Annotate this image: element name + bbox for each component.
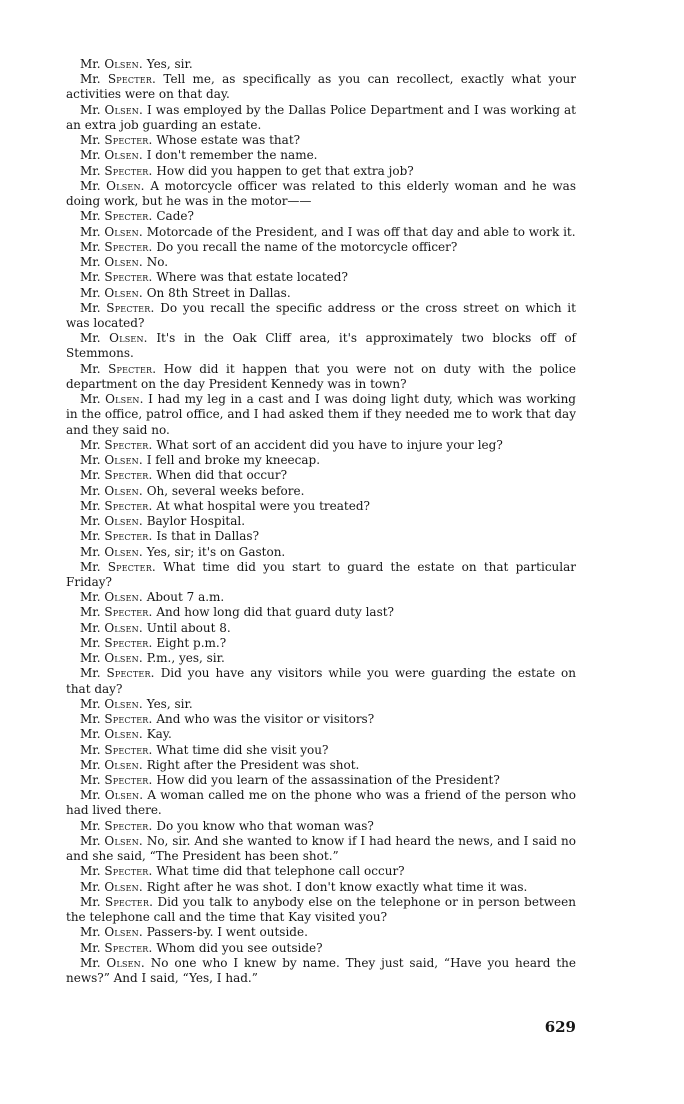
speaker-title: Mr. — [80, 788, 101, 803]
testimony-paragraph — [66, 621, 576, 636]
testimony-text: And who was the visitor or visitors? — [156, 712, 375, 727]
speaker-name: Olsen. — [104, 833, 143, 848]
speaker-name: Olsen. — [106, 955, 145, 970]
speaker-name: Olsen. — [104, 696, 143, 711]
speaker-name: Olsen. — [104, 925, 143, 940]
testimony-paragraph — [66, 788, 576, 818]
speaker-title: Mr. — [80, 209, 101, 224]
speaker-title: Mr. — [80, 833, 101, 848]
testimony-paragraph — [66, 57, 576, 72]
speaker-name: Olsen. — [104, 255, 143, 270]
testimony-text: When did that occur? — [156, 468, 288, 483]
testimony-text: No, sir. And she wanted to know if I had heard the news, and I said no and she said, “The President has been shot.” — [66, 833, 576, 864]
testimony-text: What sort of an accident did you have to injure your leg? — [156, 437, 503, 452]
speaker-title: Mr. — [80, 940, 101, 955]
testimony-paragraph — [66, 331, 576, 361]
speaker-name: Specter. — [104, 163, 153, 178]
testimony-text: Did you have any visitors while you were guarding the estate on that day? — [66, 666, 576, 696]
speaker-title: Mr. — [80, 148, 101, 163]
testimony-text: Right after the President was shot. — [146, 757, 360, 772]
testimony-paragraph — [66, 925, 576, 940]
speaker-title: Mr. — [80, 559, 101, 574]
speaker-name: Specter. — [104, 773, 153, 788]
testimony-text: Do you know who that woman was? — [156, 818, 374, 833]
testimony-text: Whose estate was that? — [156, 133, 301, 148]
speaker-title: Mr. — [80, 498, 101, 513]
testimony-paragraph — [66, 529, 576, 544]
speaker-name: Specter. — [104, 894, 154, 909]
testimony-paragraph — [66, 712, 576, 727]
speaker-title: Mr. — [80, 635, 101, 650]
testimony-text: Yes, sir. — [146, 696, 193, 711]
testimony-paragraph — [66, 133, 576, 148]
speaker-name: Olsen. — [104, 544, 143, 559]
testimony-paragraph — [66, 545, 576, 560]
speaker-name: Olsen. — [104, 514, 143, 529]
speaker-title: Mr. — [80, 437, 101, 452]
speaker-name: Specter. — [104, 270, 153, 285]
testimony-paragraph — [66, 697, 576, 712]
testimony-paragraph — [66, 301, 576, 331]
speaker-name: Specter. — [104, 940, 153, 955]
testimony-text: Baylor Hospital. — [146, 514, 246, 529]
testimony-paragraph — [66, 148, 576, 163]
speaker-name: Specter. — [104, 468, 153, 483]
speaker-title: Mr. — [80, 102, 101, 117]
speaker-name: Specter. — [104, 605, 153, 620]
testimony-paragraph — [66, 636, 576, 651]
speaker-name: Olsen. — [106, 178, 145, 193]
speaker-title: Mr. — [80, 757, 101, 772]
testimony-text: About 7 a.m. — [146, 590, 225, 605]
testimony-text: It's in the Oak Cliff area, it's approximately two blocks off of Stemmons. — [66, 331, 576, 361]
speaker-name: Specter. — [104, 133, 153, 148]
speaker-title: Mr. — [80, 392, 101, 407]
testimony-paragraph — [66, 209, 576, 224]
speaker-name: Olsen. — [104, 453, 143, 468]
testimony-text: No. — [146, 255, 169, 270]
testimony-paragraph — [66, 651, 576, 666]
testimony-text: Kay. — [146, 727, 172, 742]
speaker-title: Mr. — [80, 453, 101, 468]
speaker-name: Specter. — [104, 712, 153, 727]
testimony-paragraph — [66, 240, 576, 255]
speaker-title: Mr. — [80, 742, 101, 757]
testimony-paragraph — [66, 255, 576, 270]
testimony-paragraph — [66, 727, 576, 742]
page-number: 629 — [544, 1018, 576, 1036]
testimony-text: Right after he was shot. I don't know exactly what time it was. — [146, 879, 528, 894]
speaker-title: Mr. — [80, 894, 101, 909]
speaker-name: Specter. — [104, 818, 153, 833]
testimony-paragraph — [66, 484, 576, 499]
speaker-name: Specter. — [107, 72, 157, 87]
speaker-title: Mr. — [80, 712, 101, 727]
testimony-paragraph — [66, 819, 576, 834]
speaker-name: Specter. — [104, 437, 153, 452]
testimony-paragraph — [66, 834, 576, 864]
testimony-paragraph — [66, 773, 576, 788]
testimony-text: A woman called me on the phone who was a friend of the person who had lived there. — [66, 788, 576, 818]
testimony-text: Do you recall the name of the motorcycle officer? — [156, 239, 458, 254]
speaker-title: Mr. — [80, 361, 101, 376]
speaker-name: Olsen. — [104, 879, 143, 894]
testimony-text: How did it happen that you were not on duty with the police department on the day President Kennedy was in town? — [66, 361, 576, 391]
speaker-name: Specter. — [107, 559, 156, 574]
testimony-text: How did you happen to get that extra job? — [156, 163, 414, 178]
testimony-paragraph — [66, 514, 576, 529]
speaker-title: Mr. — [80, 178, 101, 193]
speaker-name: Olsen. — [104, 788, 144, 803]
speaker-title: Mr. — [80, 483, 101, 498]
speaker-title: Mr. — [80, 529, 101, 544]
testimony-paragraph — [66, 286, 576, 301]
speaker-title: Mr. — [80, 57, 101, 71]
speaker-title: Mr. — [80, 727, 101, 742]
testimony-text: What time did she visit you? — [156, 742, 329, 757]
testimony-paragraph — [66, 590, 576, 605]
speaker-name: Olsen. — [104, 224, 143, 239]
speaker-name: Olsen. — [104, 148, 143, 163]
speaker-name: Olsen. — [104, 483, 143, 498]
testimony-text: How did you learn of the assassination of the President? — [156, 773, 500, 788]
testimony-paragraph — [66, 605, 576, 620]
speaker-name: Olsen. — [104, 757, 143, 772]
testimony-text: A motorcycle officer was related to this elderly woman and he was doing work, but he was in the motor—— — [66, 178, 576, 209]
testimony-text: What time did you start to guard the estate on that particular Friday? — [66, 559, 576, 589]
speaker-title: Mr. — [80, 879, 101, 894]
testimony-paragraph — [66, 179, 576, 209]
testimony-paragraph — [66, 103, 576, 133]
speaker-title: Mr. — [80, 270, 101, 285]
testimony-paragraph — [66, 225, 576, 240]
testimony-text: Where was that estate located? — [156, 270, 348, 285]
testimony-text: At what hospital were you treated? — [156, 498, 370, 513]
speaker-name: Olsen. — [104, 285, 143, 300]
speaker-title: Mr. — [80, 605, 101, 620]
speaker-name: Specter. — [104, 529, 153, 544]
testimony-text: Do you recall the specific address or the cross street on which it was located? — [66, 300, 576, 330]
testimony-paragraph — [66, 362, 576, 392]
speaker-title: Mr. — [80, 514, 101, 529]
testimony-text: Motorcade of the President, and I was off that day and able to work it. — [146, 224, 576, 239]
speaker-title: Mr. — [80, 163, 101, 178]
testimony-paragraph — [66, 468, 576, 483]
speaker-title: Mr. — [80, 696, 101, 711]
testimony-text: Yes, sir; it's on Gaston. — [146, 544, 286, 559]
speaker-name: Specter. — [104, 498, 153, 513]
testimony-paragraph — [66, 438, 576, 453]
speaker-title: Mr. — [80, 224, 101, 239]
speaker-title: Mr. — [80, 72, 101, 87]
speaker-title: Mr. — [80, 331, 101, 346]
testimony-paragraph — [66, 880, 576, 895]
speaker-title: Mr. — [80, 239, 101, 254]
speaker-name: Olsen. — [109, 331, 148, 346]
speaker-name: Specter. — [104, 864, 153, 879]
speaker-title: Mr. — [80, 773, 101, 788]
speaker-name: Specter. — [106, 300, 155, 315]
testimony-paragraph — [66, 956, 576, 986]
testimony-paragraph — [66, 560, 576, 590]
speaker-title: Mr. — [80, 818, 101, 833]
testimony-text: I fell and broke my kneecap. — [146, 453, 321, 468]
speaker-title: Mr. — [80, 666, 101, 681]
testimony-paragraph — [66, 895, 576, 925]
speaker-name: Specter. — [108, 361, 157, 376]
testimony-text: Until about 8. — [146, 620, 231, 635]
speaker-name: Olsen. — [104, 727, 143, 742]
speaker-name: Olsen. — [104, 102, 144, 117]
speaker-title: Mr. — [80, 285, 101, 300]
testimony-text: Did you talk to anybody else on the telephone or in person between the telephone call and the time that Kay visited you? — [66, 894, 576, 925]
speaker-title: Mr. — [80, 300, 101, 315]
testimony-paragraph — [66, 164, 576, 179]
speaker-title: Mr. — [80, 620, 101, 635]
testimony-text: I had my leg in a cast and I was doing light duty, which was working in the office, patrol office, and I had asked them if they needed me to work that day and they said no. — [66, 392, 576, 437]
testimony-text: P.m., yes, sir. — [146, 651, 225, 666]
testimony-paragraph — [66, 743, 576, 758]
speaker-name: Specter. — [104, 209, 153, 224]
speaker-name: Specter. — [104, 239, 153, 254]
speaker-title: Mr. — [80, 925, 101, 940]
testimony-text: I was employed by the Dallas Police Department and I was working at an extra job guarding an estate. — [66, 102, 576, 132]
testimony-text: Oh, several weeks before. — [146, 483, 305, 498]
testimony-text: Passers-by. I went outside. — [146, 925, 308, 940]
speaker-name: Olsen. — [104, 651, 143, 666]
speaker-title: Mr. — [80, 955, 101, 970]
testimony-paragraph — [66, 270, 576, 285]
testimony-paragraph — [66, 453, 576, 468]
speaker-name: Olsen. — [104, 57, 143, 71]
speaker-name: Specter. — [106, 666, 155, 681]
testimony-paragraph — [66, 666, 576, 696]
transcript-body — [66, 57, 576, 986]
speaker-title: Mr. — [80, 590, 101, 605]
speaker-title: Mr. — [80, 544, 101, 559]
speaker-name: Olsen. — [105, 392, 144, 407]
testimony-paragraph — [66, 864, 576, 879]
testimony-text: And how long did that guard duty last? — [156, 605, 394, 620]
testimony-text: What time did that telephone call occur? — [156, 864, 405, 879]
speaker-name: Specter. — [104, 635, 153, 650]
speaker-title: Mr. — [80, 651, 101, 666]
speaker-title: Mr. — [80, 255, 101, 270]
testimony-paragraph — [66, 941, 576, 956]
testimony-paragraph — [66, 499, 576, 514]
testimony-paragraph — [66, 758, 576, 773]
testimony-text: No one who I knew by name. They just said, “Have you heard the news?” And I said, “Yes, I had.” — [66, 955, 576, 986]
speaker-title: Mr. — [80, 133, 101, 148]
testimony-paragraph — [66, 392, 576, 438]
speaker-name: Olsen. — [104, 620, 143, 635]
testimony-text: Cade? — [156, 209, 194, 224]
testimony-text: I don't remember the name. — [146, 148, 318, 163]
speaker-name: Olsen. — [104, 590, 143, 605]
testimony-text: Is that in Dallas? — [156, 529, 260, 544]
testimony-text: Tell me, as specifically as you can recollect, exactly what your activities were on that day. — [66, 72, 576, 102]
speaker-title: Mr. — [80, 864, 101, 879]
testimony-text: Whom did you see outside? — [156, 940, 323, 955]
testimony-text: Eight p.m.? — [156, 635, 227, 650]
testimony-text: On 8th Street in Dallas. — [146, 285, 291, 300]
speaker-name: Specter. — [104, 742, 153, 757]
speaker-title: Mr. — [80, 468, 101, 483]
testimony-text: Yes, sir. — [146, 57, 193, 71]
testimony-paragraph — [66, 72, 576, 102]
